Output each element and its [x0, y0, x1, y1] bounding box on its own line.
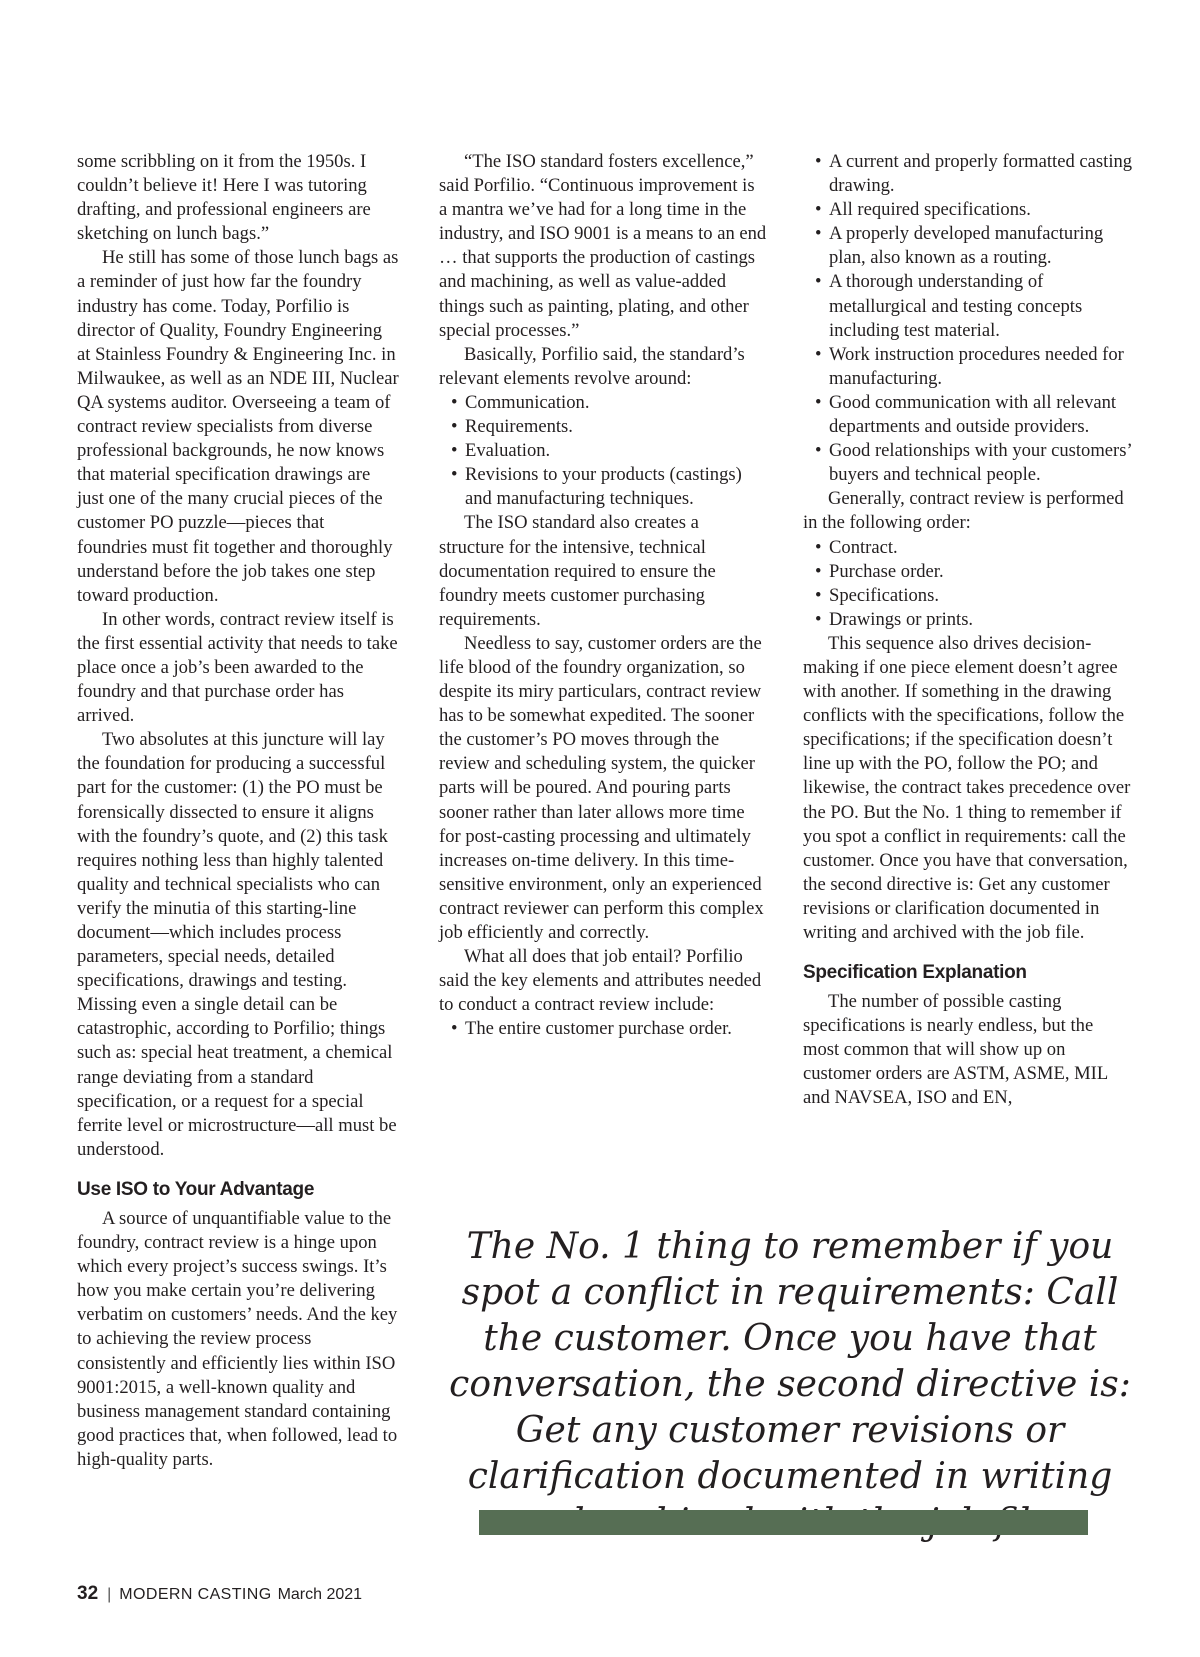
section-heading-specification-explanation: Specification Explanation — [803, 962, 1027, 984]
list-item: • Communication. — [451, 391, 767, 415]
paragraph: In other words, contract review itself is the first essential activity that needs to take place once a job’s been awarded to the foundry and that purchase order has arrived. — [77, 608, 398, 727]
list-item: • Requirements. — [451, 415, 767, 439]
section-heading-use-iso: Use ISO to Your Advantage — [77, 1178, 315, 1200]
page-number: 32 — [77, 1583, 99, 1604]
pull-quote-bar — [479, 1510, 1088, 1535]
list-item: • Evaluation. — [451, 439, 767, 463]
paragraph: The ISO standard also creates a structure for the intensive, technical documentation required to ensure the foundry meets customer purchasing requirements. — [439, 512, 716, 630]
article-column-3 — [803, 150, 1133, 1111]
paragraph: What all does that job entail? Porfilio said the key elements and attributes needed to conduct a contract review include: — [439, 946, 762, 1016]
list-item: • Specifications. — [815, 584, 1133, 608]
list-item: • A properly developed manufacturing plan, also known as a routing. — [815, 222, 1133, 270]
bullet-list-review-order — [803, 536, 1133, 632]
list-item: • A current and properly formatted casting drawing. — [815, 150, 1133, 198]
bullet-list-review-attributes-continued — [803, 150, 1133, 487]
list-item: • A thorough understanding of metallurgical and testing concepts including test material. — [815, 270, 1133, 342]
list-item: • All required specifications. — [815, 198, 1133, 222]
list-item: • Work instruction procedures needed for manufacturing. — [815, 343, 1133, 391]
footer-separator: | — [107, 1586, 112, 1603]
publication-name: MODERN CASTING — [119, 1586, 272, 1603]
issue-date: March 2021 — [277, 1586, 363, 1603]
paragraph: Needless to say, customer orders are the life blood of the foundry organization, so despite its miry particulars, contract review has to be somewhat expedited. The sooner the customer’s PO moves through the review and scheduling system, the quicker parts will be poured. And pouring parts sooner rather than later allows more time for post-casting processing and ultimately increases on-time delivery. In this time-sensitive environment, only an experienced contract reviewer can perform this complex job efficiently and correctly. — [439, 632, 764, 943]
paragraph: Two absolutes at this juncture will lay the foundation for producing a successful part for the customer: (1) the PO must be forensically dissected to ensure it aligns with the foundry’s quote, and (2) this task requires nothing less than highly talented quality and technical specialists who can verify the minutia of this starting-line document—which includes process parameters, special needs, detailed specifications, drawings and testing. Missing even a single detail can be catastrophic, according to Porfilio; things such as: special heat treatment, a chemical range deviating from a standard specification, or a request for a special ferrite level or microstructure—all must be understood. — [77, 729, 397, 1160]
paragraph: A source of unquantifiable value to the foundry, contract review is a hinge upon which every project’s success swings. It’s how you make certain you’re delivering verbatim on customers’ needs. And the key to achieving the review process consistently and efficiently lies within ISO 9001:2015, a well-known quality and business management standard containing good practices that, when followed, lead to high-quality parts. — [77, 1207, 398, 1470]
list-item: • Good communication with all relevant departments and outside providers. — [815, 391, 1133, 439]
list-item: • Contract. — [815, 536, 1133, 560]
paragraph: Generally, contract review is performed in the following order: — [803, 488, 1124, 534]
list-item: • The entire customer purchase order. — [451, 1017, 767, 1041]
list-item: • Revisions to your products (castings) and manufacturing techniques. — [451, 463, 767, 511]
article-column-1 — [77, 150, 399, 1472]
list-item: • Good relationships with your customers’ buyers and technical people. — [815, 439, 1133, 487]
paragraph: The number of possible casting specifications is nearly endless, but the most common that will show up on customer orders are ASTM, ASME, MIL and NAVSEA, ISO and EN, — [803, 991, 1108, 1109]
paragraph: “The ISO standard fosters excellence,” said Porfilio. “Continuous improvement is a mantra we’ve had for a long time in the industry, and ISO 9001 is a means to an end … that supports the production of castings and machining, as well as value-added things such as painting, plating, and other special processes.” — [439, 151, 767, 341]
article-column-2 — [439, 150, 767, 1041]
paragraph: Basically, Porfilio said, the standard’s relevant elements revolve around: — [439, 343, 745, 389]
pull-quote: The No. 1 thing to remember if you spot a conflict in requirements: Call the customer. Once you have that conversation, the second directive is: Get any customer revisions or clarification documented in writing — [449, 1226, 1131, 1497]
list-item: • Purchase order. — [815, 560, 1133, 584]
paragraph: He still has some of those lunch bags as a reminder of just how far the foundry industry has come. Today, Porfilio is director of Quality, Foundry Engineering at Stainless Foundry & Engineering Inc. in Milwaukee, as well as an NDE III, Nuclear QA systems auditor. Overseeing a team of contract review specialists from diverse professional backgrounds, he now knows that material specification drawings are just one of the many crucial pieces of the customer PO puzzle—pieces that foundries must fit together and thoroughly understand before the job takes one step toward production. — [77, 247, 399, 606]
bullet-list-iso-elements — [439, 391, 767, 511]
paragraph: some scribbling on it from the 1950s. I couldn’t believe it! Here I was tutoring drafting, and professional engineers are sketching on lunch bags.” — [77, 151, 371, 245]
page-footer — [77, 1584, 362, 1605]
bullet-list-review-attributes — [439, 1017, 767, 1041]
list-item: • Drawings or prints. — [815, 608, 1133, 632]
paragraph: This sequence also drives decision-making if one piece element doesn’t agree with another. If something in the drawing conflicts with the specifications, follow the specifications; if the specification doesn’t line up with the PO, follow the PO; and likewise, the contract takes precedence over the PO. But the No. 1 thing to remember if you spot a conflict in requirements: call the customer. Once you have that conversation, the second directive is: Get any customer revisions or clarification documented in writing and archived with the job file. — [803, 632, 1131, 943]
